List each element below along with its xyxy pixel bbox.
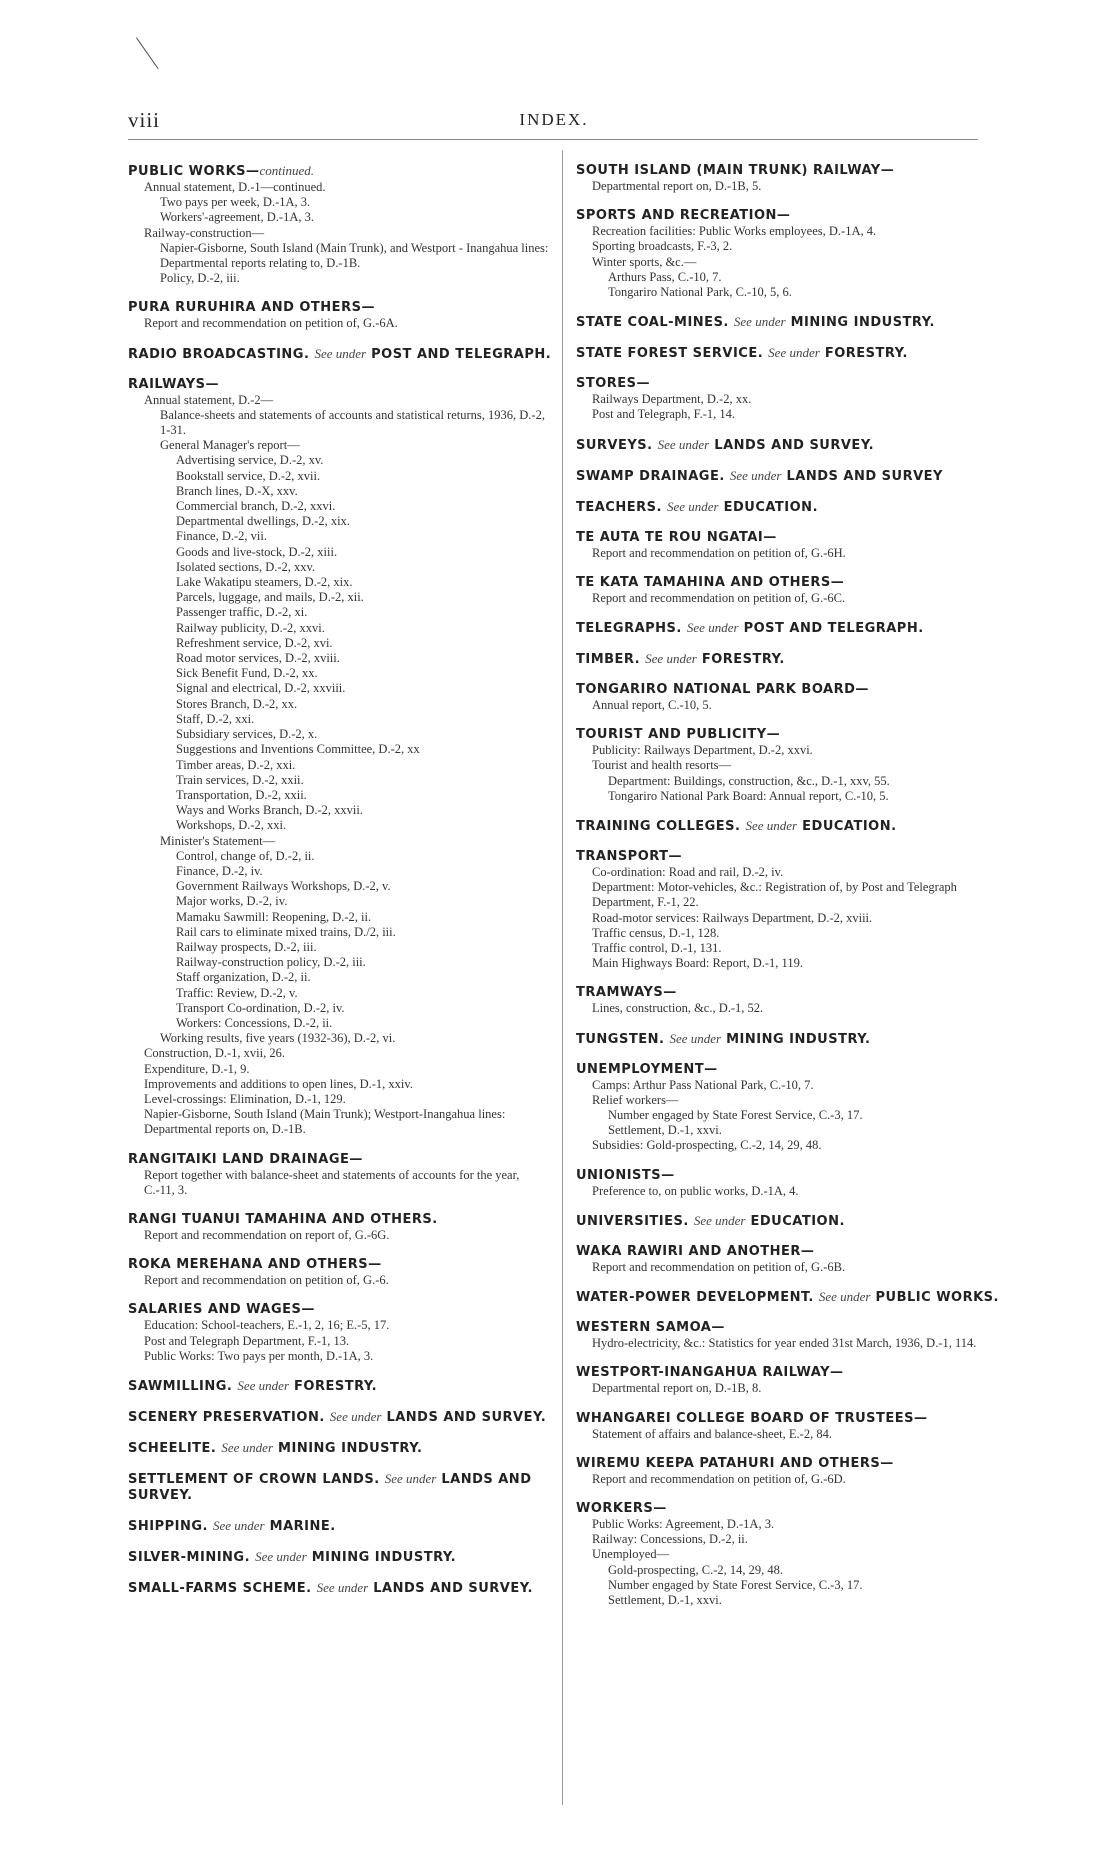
heading-text: TE AUTA TE ROU NGATAI— [576,529,777,545]
heading-text: TONGARIRO NATIONAL PARK BOARD— [576,682,869,698]
entry-line: Staff organization, D.-2, ii. [176,970,311,985]
entry-line: Finance, D.-2, iv. [176,863,263,878]
entry-heading [576,818,1001,835]
entry-line: Departmental report on, D.-1B, 5. [592,179,762,193]
heading-text: SETTLEMENT OF CROWN LANDS. [128,1472,380,1487]
entry-heading [576,1213,1001,1230]
entry-line: Report and recommendation on report of, G.-6G. [144,1227,390,1242]
entry-line: Isolated sections, D.-2, xxv. [176,559,316,574]
entry-line: Transportation, D.-2, xxii. [176,787,307,802]
entry-line: Train services, D.-2, xxii. [176,772,304,787]
entry-line: Transport Co-ordination, D.-2, iv. [176,1000,345,1015]
entry-heading [576,1289,1001,1306]
entry-line: Railway-construction policy, D.-2, iii. [176,955,366,970]
entry-line: Signal and electrical, D.-2, xxviii. [176,681,346,696]
entry-line: Working results, five years (1932-36), D.-2, vi. [160,1031,396,1046]
entry-line: Education: School-teachers, E.-1, 2, 16; E.-5, 17. [144,1318,390,1333]
column-divider [562,150,563,1805]
page-number: viii [128,108,161,132]
entry-heading [576,575,1001,591]
index-entry [576,437,1001,454]
entry-line: Government Railways Workshops, D.-2, v. [176,879,391,894]
index-entry [576,499,1001,516]
continued-label: continued. [259,163,315,178]
entry-line: Report and recommendation on petition of, G.-6A. [144,316,398,331]
heading-text: PUBLIC WORKS [128,164,247,179]
entry-line: Level-crossings: Elimination, D.-1, 129. [144,1091,346,1106]
index-entry [576,651,1001,668]
index-entry [128,346,553,363]
pen-mark [136,37,159,69]
index-entry [576,1213,1001,1230]
entry-line: Annual statement, D.-1—continued. [144,180,326,194]
index-entry [576,1365,1001,1396]
entry-line: Commercial branch, D.-2, xxvi. [176,499,336,514]
entry-line: Improvements and additions to open lines, D.-1, xxiv. [144,1076,413,1091]
index-entry [576,468,1001,485]
cross-reference: FORESTRY. [701,652,785,668]
index-entry [128,1549,553,1566]
heading-text: TOURIST AND PUBLICITY— [576,727,781,743]
index-entry [128,1409,553,1426]
entry-heading [128,1257,553,1273]
entry-line: Tongariro National Park Board: Annual report, C.-10, 5. [608,788,889,803]
see-under-label: See under [314,345,367,361]
cross-reference: LANDS AND SURVEY. [373,1581,533,1596]
entry-heading [576,1365,1001,1381]
entry-line: Statement of affairs and balance-sheet, E.-2, 84. [592,1426,832,1441]
heading-text: RAILWAYS— [128,376,220,392]
entry-line: Ways and Works Branch, D.-2, xxvii. [176,803,363,818]
running-title: INDEX. [519,110,589,129]
entry-line: Winter sports, &c.— [592,254,697,269]
see-under-label: See under [384,1471,437,1486]
heading-text: TEACHERS. [576,499,662,515]
heading-text: STORES— [576,376,651,392]
entry-line: Gold-prospecting, C.-2, 14, 29, 48. [608,1562,783,1577]
entry-line: Preference to, on public works, D.-1A, 4. [592,1183,799,1198]
heading-text: SURVEYS. [576,437,653,453]
entry-heading [576,1031,1001,1048]
heading-text: TELEGRAPHS. [576,621,682,637]
index-entry [576,818,1001,835]
cross-reference: POST AND TELEGRAPH. [743,621,924,637]
entry-heading [576,1456,1001,1472]
entry-heading [128,1580,553,1597]
index-entry [576,575,1001,606]
index-entry [576,208,1001,300]
entry-line: Traffic census, D.-1, 128. [592,925,720,940]
see-under-label: See under [686,620,739,636]
entry-line: Staff, D.-2, xxi. [176,711,255,726]
entry-line: Railway prospects, D.-2, iii. [176,939,317,954]
entry-line: Arthurs Pass, C.-10, 7. [608,269,722,284]
entry-heading [576,1168,1001,1184]
see-under-label: See under [666,498,719,514]
entry-line: Main Highways Board: Report, D.-1, 119. [592,956,803,971]
entry-line: Report and recommendation on petition of, G.-6D. [592,1471,846,1486]
entry-line: Control, change of, D.-2, ii. [176,848,315,863]
entry-line: Annual statement, D.-2— [144,392,274,407]
entry-heading [576,530,1001,546]
entry-heading [576,1501,1001,1517]
index-entry [128,377,553,1138]
entry-line: Railway: Concessions, D.-2, ii. [592,1532,748,1547]
entry-line: Department: Motor-vehicles, &c.: Registration of, by Post and Telegraph Department, F.-1, 22. [592,880,957,910]
index-entry [576,1320,1001,1351]
index-entry [576,1168,1001,1199]
index-entry [128,1440,553,1457]
see-under-label: See under [645,651,697,667]
entry-line: Balance-sheets and statements of accounts and statistical returns, 1936, D.-2, 1-31. [160,407,545,438]
entry-line: Co-ordination: Road and rail, D.-2, iv. [592,865,784,880]
entry-line: Suggestions and Inventions Committee, D.-2, xx [176,742,420,757]
index-entry [576,1456,1001,1487]
entry-line: Construction, D.-1, xvii, 26. [144,1046,285,1061]
heading-text: TUNGSTEN. [576,1031,665,1047]
entry-heading [576,345,1001,362]
entry-line: Post and Telegraph Department, F.-1, 13. [144,1333,350,1348]
index-entry [576,1501,1001,1608]
heading-text: SALARIES AND WAGES— [128,1302,315,1318]
heading-text: SPORTS AND RECREATION— [576,208,791,224]
heading-text: RANGI TUANUI TAMAHINA AND OTHERS. [128,1211,438,1227]
see-under-label: See under [329,1409,382,1424]
entry-line: Annual report, C.-10, 5. [592,698,712,713]
index-entry [576,314,1001,331]
heading-text: SCENERY PRESERVATION. [128,1410,325,1425]
entry-line: Stores Branch, D.-2, xx. [176,696,298,711]
index-entry [576,530,1001,561]
heading-text: STATE FOREST SERVICE. [576,346,764,362]
heading-text: WATER-POWER DEVELOPMENT. [576,1290,814,1306]
entry-heading [576,376,1001,392]
entry-line: Refreshment service, D.-2, xvi. [176,635,333,650]
entry-heading [128,1549,553,1566]
entry-line: Napier-Gisborne, South Island (Main Trunk); Westport-Inangahua lines: Departmental reports on, D.-1B. [144,1107,506,1137]
entry-line: Policy, D.-2, iii. [160,271,240,286]
index-entry [128,1580,553,1597]
entry-line: Railway-construction— [144,225,265,240]
see-under-label: See under [255,1549,307,1564]
entry-line: Road motor services, D.-2, xviii. [176,651,340,666]
see-under-label: See under [768,345,820,361]
entry-line: Public Works: Agreement, D.-1A, 3. [592,1516,775,1531]
heading-text: SAWMILLING. [128,1379,233,1394]
cross-reference: MINING INDUSTRY. [790,315,935,331]
entry-line: Hydro-electricity, &c.: Statistics for year ended 31st March, 1936, D.-1, 114. [592,1336,977,1351]
entry-heading [576,727,1001,743]
index-entry [576,1289,1001,1306]
heading-text: RANGITAIKI LAND DRAINAGE— [128,1151,363,1167]
index-entry [128,1471,553,1504]
index-entry [576,985,1001,1016]
entry-heading [576,849,1001,865]
entry-line: Report together with balance-sheet and statements of accounts for the year, C.-11, 3. [144,1167,520,1197]
cross-reference: LANDS AND SURVEY [786,468,943,484]
entry-line: Railways Department, D.-2, xx. [592,392,752,407]
index-entry [128,1378,553,1395]
cross-reference: LANDS AND SURVEY. [386,1410,547,1425]
entry-line: Camps: Arthur Pass National Park, C.-10, 7. [592,1077,814,1092]
heading-text: UNIVERSITIES. [576,1213,689,1229]
index-entry [576,345,1001,362]
cross-reference: MARINE. [269,1519,336,1534]
see-under-label: See under [657,436,710,452]
see-under-label: See under [221,1440,274,1455]
entry-line: Lake Wakatipu steamers, D.-2, xix. [176,575,353,590]
index-entry [576,376,1001,422]
entry-line: Goods and live-stock, D.-2, xiii. [176,544,338,559]
entry-line: Department: Buildings, construction, &c., D.-1, xxv, 55. [608,773,890,788]
index-entry [128,1152,553,1198]
entry-heading [576,499,1001,516]
entry-line: Report and recommendation on petition of, G.-6. [144,1273,389,1288]
entry-line: Recreation facilities: Public Works employees, D.-1A, 4. [592,224,877,239]
entry-line: Bookstall service, D.-2, xvii. [176,468,321,483]
cross-reference: POST AND TELEGRAPH. [371,346,552,362]
cross-reference: PUBLIC WORKS. [875,1290,999,1306]
index-entry [128,1257,553,1288]
entry-heading [128,1212,553,1228]
heading-text: TRAMWAYS— [576,985,677,1001]
heading-text: TE KATA TAMAHINA AND OTHERS— [576,574,845,590]
entry-heading [128,377,553,393]
heading-text: ROKA MEREHANA AND OTHERS— [128,1257,382,1273]
entry-line: Rail cars to eliminate mixed trains, D./2, iii. [176,924,396,939]
heading-text: WIREMU KEEPA PATAHURI AND OTHERS— [576,1455,894,1471]
cross-reference: EDUCATION. [723,499,819,515]
entry-line: Tongariro National Park, C.-10, 5, 6. [608,285,792,300]
index-entry [576,620,1001,637]
entry-line: Two pays per week, D.-1A, 3. [160,195,311,210]
index-entry [128,300,553,331]
entry-heading [576,437,1001,454]
cross-reference: MINING INDUSTRY. [278,1441,423,1456]
heading-text: SOUTH ISLAND (MAIN TRUNK) RAILWAY— [576,163,895,178]
entry-line: Sick Benefit Fund, D.-2, xx. [176,666,318,681]
entry-line: Road-motor services: Railways Department, D.-2, xviii. [592,910,873,925]
entry-line: Unemployed— [592,1547,670,1562]
heading-text: WESTPORT-INANGAHUA RAILWAY— [576,1365,844,1381]
entry-line: Workers: Concessions, D.-2, ii. [176,1015,333,1030]
heading-text: SMALL-FARMS SCHEME. [128,1581,312,1596]
heading-text: RADIO BROADCASTING. [128,346,310,362]
entry-heading [128,1471,553,1504]
entry-heading [576,163,1001,179]
right-column [576,163,1001,1622]
entry-line: Subsidies: Gold-prospecting, C.-2, 14, 29, 48. [592,1138,822,1153]
entry-line: Sporting broadcasts, F.-3, 2. [592,239,733,254]
cross-reference: EDUCATION. [750,1213,845,1229]
see-under-label: See under [669,1030,722,1046]
header-rule [128,139,978,140]
cross-reference: LANDS AND SURVEY. [714,437,875,453]
heading-text: PURA RURUHIRA AND OTHERS— [128,300,375,316]
entry-heading [576,1244,1001,1260]
entry-heading [128,346,553,363]
see-under-label: See under [213,1518,265,1533]
cross-reference: LANDS AND SURVEY. [128,1472,532,1503]
entry-line: Minister's Statement— [160,833,276,848]
index-entry [128,1518,553,1535]
entry-heading [576,682,1001,698]
cross-reference: MINING INDUSTRY. [726,1031,871,1047]
see-under-label: See under [745,818,798,834]
entry-line: Number engaged by State Forest Service, C.-3, 17. [608,1108,863,1123]
see-under-label: See under [237,1378,290,1393]
entry-line: General Manager's report— [160,438,300,453]
see-under-label: See under [733,314,786,330]
entry-heading [128,1518,553,1535]
entry-heading [576,620,1001,637]
entry-line: Traffic: Review, D.-2, v. [176,985,298,1000]
index-entry [576,1411,1001,1442]
entry-heading [576,1411,1001,1427]
heading-text: SWAMP DRAINAGE. [576,468,725,484]
index-entry [576,1031,1001,1048]
entry-line: Timber areas, D.-2, xxi. [176,757,296,772]
heading-text: TIMBER. [576,652,641,668]
entry-heading [128,1302,553,1318]
index-entry [576,1062,1001,1154]
entry-line: Finance, D.-2, vii. [176,529,267,544]
cross-reference: FORESTRY. [294,1379,378,1394]
entry-line: Parcels, luggage, and mails, D.-2, xii. [176,590,364,605]
heading-text: WAKA RAWIRI AND ANOTHER— [576,1243,815,1259]
heading-text: UNIONISTS— [576,1167,675,1183]
entry-heading [128,1440,553,1457]
entry-line: Relief workers— [592,1092,679,1107]
entry-line: Workshops, D.-2, xxi. [176,818,287,833]
entry-line: Railway publicity, D.-2, xxvi. [176,620,325,635]
see-under-label: See under [818,1289,871,1305]
see-under-label: See under [729,467,782,483]
heading-text: SCHEELITE. [128,1441,217,1456]
index-entry [128,163,553,286]
entry-line: Passenger traffic, D.-2, xi. [176,605,308,620]
entry-line: Major works, D.-2, iv. [176,894,288,909]
entry-line: Tourist and health resorts— [592,758,732,773]
cross-reference: FORESTRY. [824,346,908,362]
entry-line: Departmental dwellings, D.-2, xix. [176,514,350,529]
entry-heading [128,1378,553,1395]
entry-line: Public Works: Two pays per month, D.-1A, 3. [144,1348,374,1363]
entry-heading [576,468,1001,485]
entry-line: Traffic control, D.-1, 131. [592,941,722,956]
entry-line: Report and recommendation on petition of, G.-6B. [592,1259,846,1274]
entry-line: Workers'-agreement, D.-1A, 3. [160,210,314,225]
index-entry [576,163,1001,194]
cross-reference: MINING INDUSTRY. [311,1550,457,1565]
entry-line: Report and recommendation on petition of, G.-6C. [592,590,846,605]
entry-line: Publicity: Railways Department, D.-2, xxvi. [592,743,813,758]
index-entry [128,1302,553,1364]
heading-text: STATE COAL-MINES. [576,315,729,331]
entry-line: Departmental report on, D.-1B, 8. [592,1381,762,1396]
heading-text: WHANGAREI COLLEGE BOARD OF TRUSTEES— [576,1410,928,1426]
index-entry [576,682,1001,713]
entry-line: Subsidiary services, D.-2, x. [176,727,318,742]
entry-line: Napier-Gisborne, South Island (Main Trunk), and Westport - Inangahua lines: Departmental reports relating to, D.-1B. [160,240,549,271]
entry-line: Number engaged by State Forest Service, C.-3, 17. [608,1577,863,1592]
entry-line: Lines, construction, &c., D.-1, 52. [592,1001,764,1016]
left-column [128,163,553,1611]
entry-heading [576,1320,1001,1336]
see-under-label: See under [316,1580,369,1595]
heading-text: WESTERN SAMOA— [576,1320,725,1336]
entry-line: Mamaku Sawmill: Reopening, D.-2, ii. [176,909,372,924]
entry-line: Post and Telegraph, F.-1, 14. [592,407,736,422]
page-header [128,108,980,138]
entry-heading [128,300,553,316]
index-entry [576,727,1001,804]
heading-text: TRAINING COLLEGES. [576,819,741,835]
heading-text: TRANSPORT— [576,849,683,865]
entry-heading [576,985,1001,1001]
cross-reference: EDUCATION. [802,819,897,835]
entry-heading [576,208,1001,224]
see-under-label: See under [693,1212,746,1228]
entry-line: Advertising service, D.-2, xv. [176,453,324,468]
index-entry [576,1244,1001,1275]
entry-heading [576,1062,1001,1078]
entry-heading [576,651,1001,668]
entry-heading [128,1409,553,1426]
entry-heading [576,314,1001,331]
heading-text: SHIPPING. [128,1519,208,1534]
entry-heading: PUBLIC WORKS—continued. [128,163,315,179]
heading-text: WORKERS— [576,1500,667,1516]
heading-text: SILVER-MINING. [128,1550,251,1565]
index-entry [128,1212,553,1243]
entry-line: Branch lines, D.-X, xxv. [176,483,298,498]
entry-line: Settlement, D.-1, xxvi. [608,1123,722,1138]
entry-line: Settlement, D.-1, xxvi. [608,1592,722,1607]
heading-text: UNEMPLOYMENT— [576,1061,718,1077]
entry-line: Expenditure, D.-1, 9. [144,1061,250,1076]
entry-heading [128,1152,553,1168]
index-entry [576,849,1001,971]
entry-line: Report and recommendation on petition of, G.-6H. [592,545,846,560]
